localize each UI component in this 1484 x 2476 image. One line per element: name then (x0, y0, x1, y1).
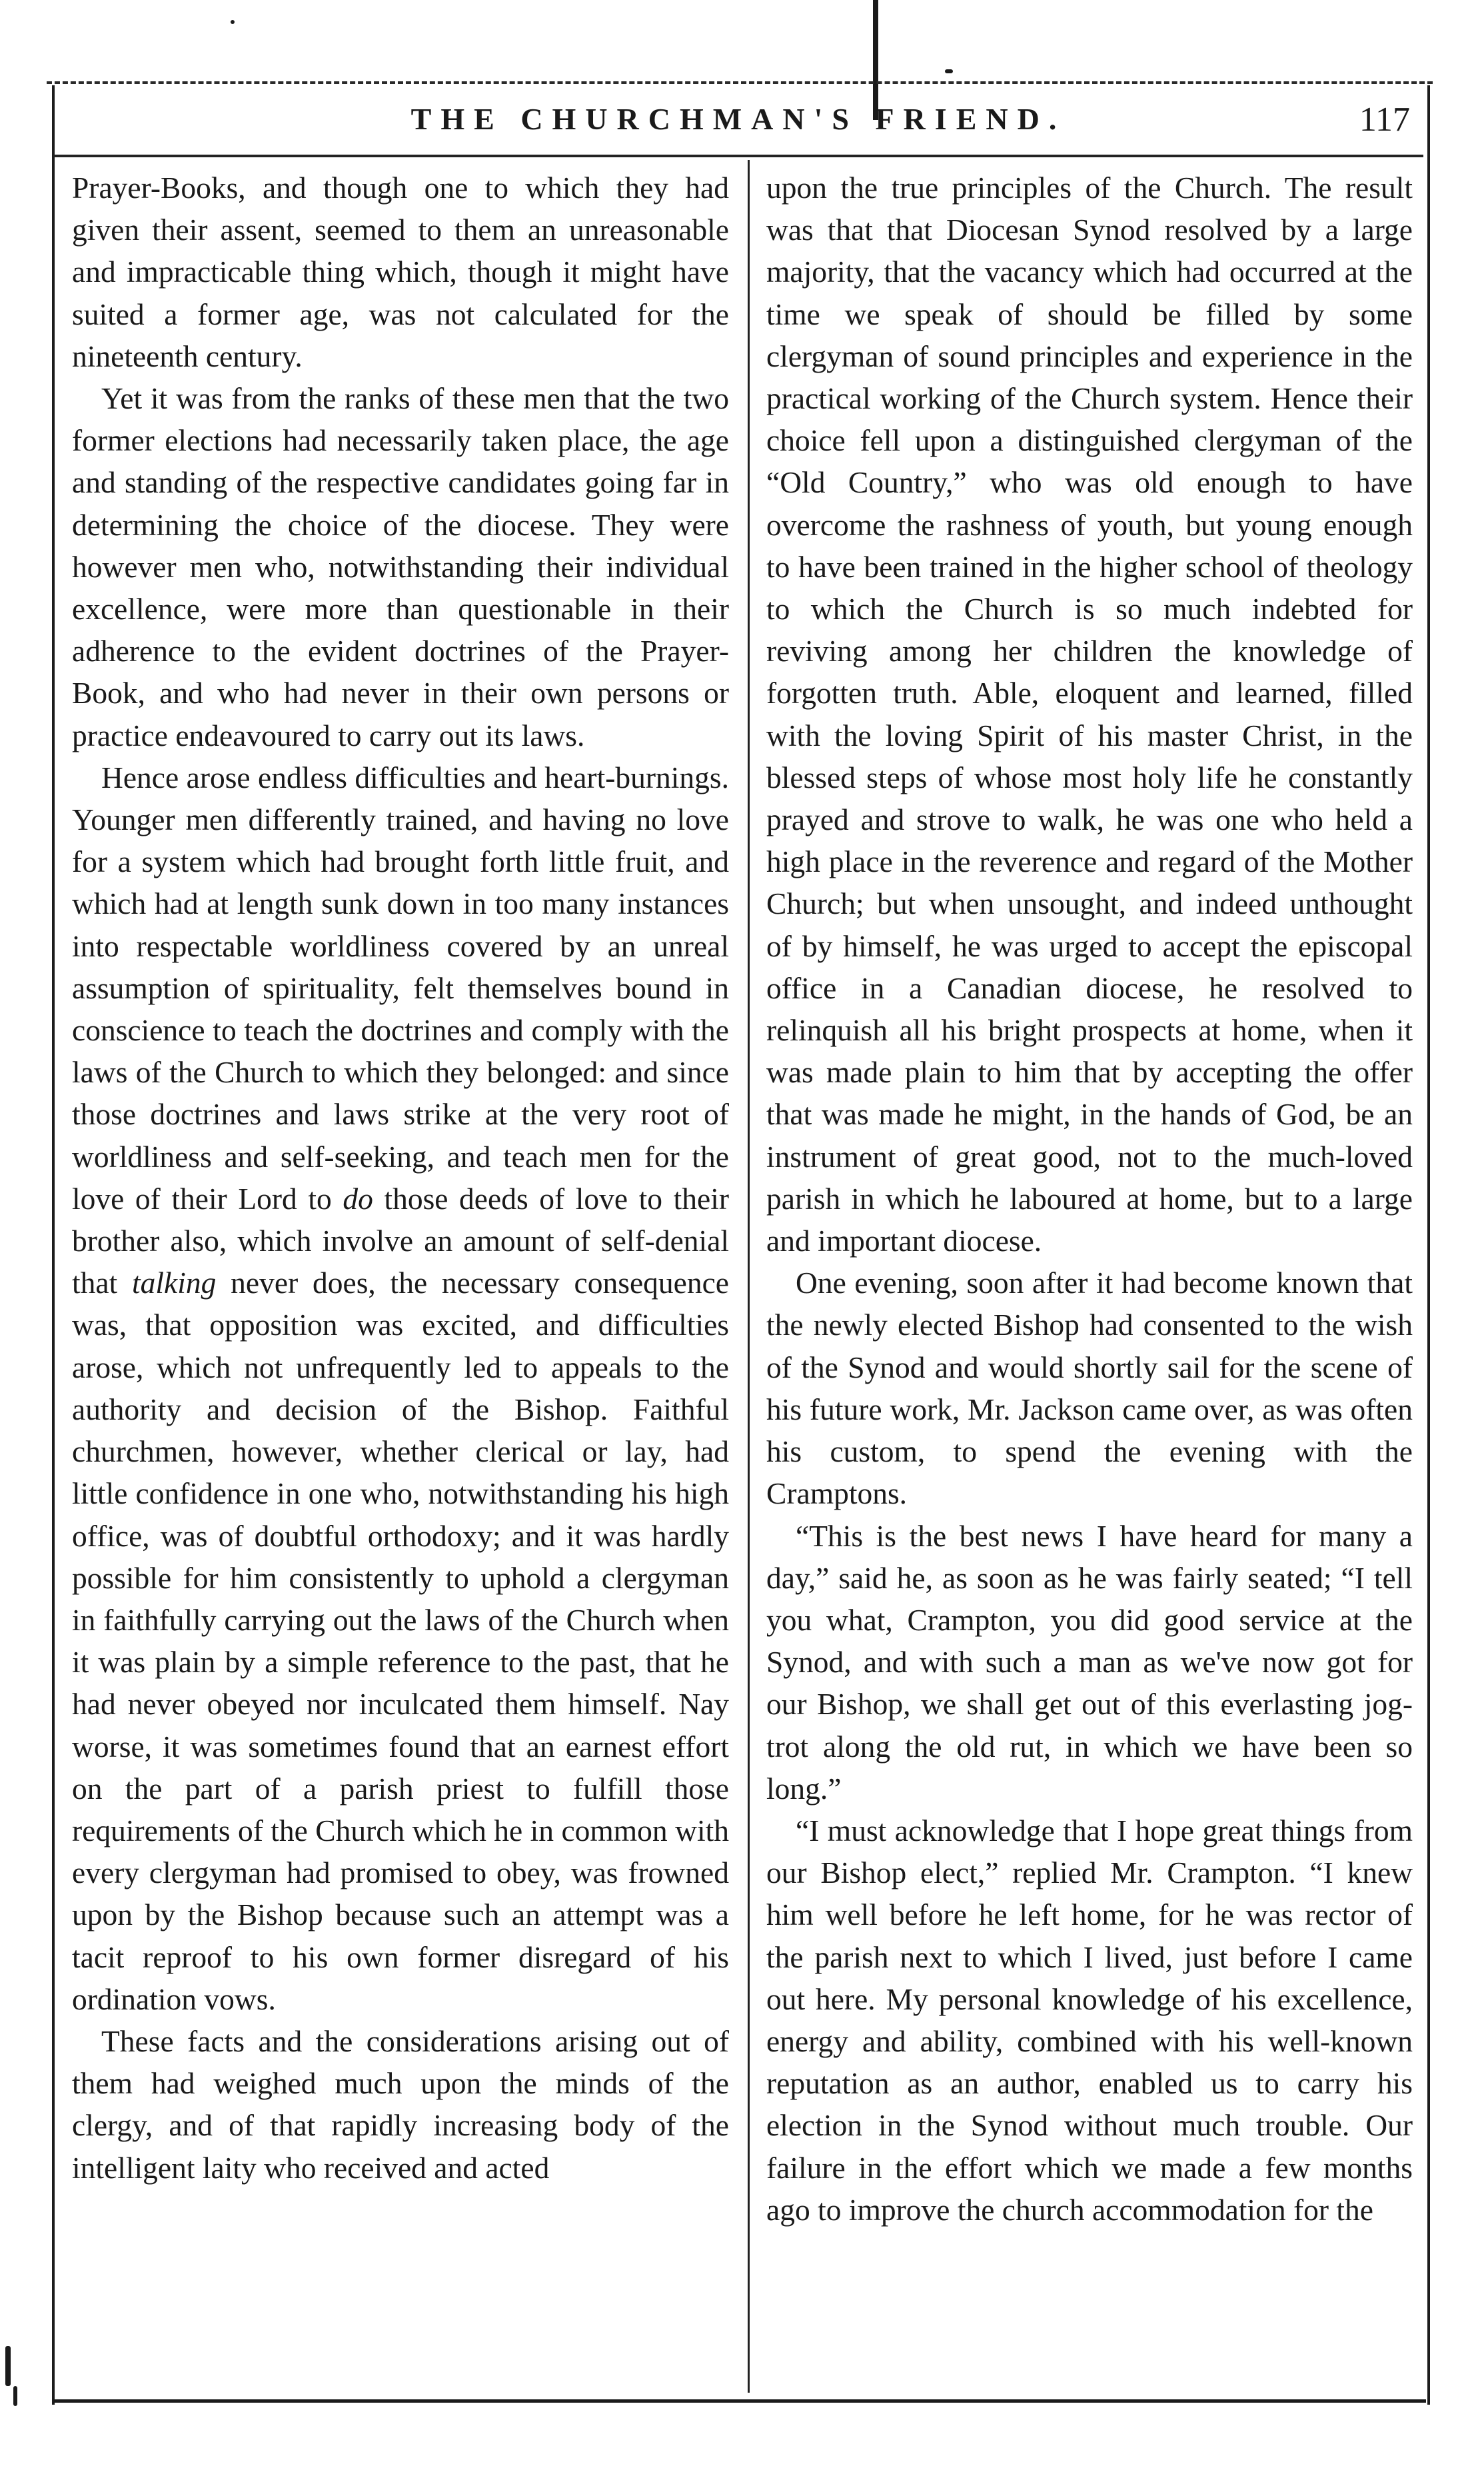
column-divider (748, 160, 750, 2393)
paragraph: One evening, soon after it had become known that the newly elected Bishop had consented to the wish of the Synod and would shortly sail for the scene of his future work, Mr. Jackson came over, as was often his custom, to spend the evening with the Cramptons. (766, 1266, 1413, 1511)
page-number: 117 (1359, 101, 1410, 139)
italic-emphasis: do (343, 1181, 373, 1216)
bottom-rule (53, 2399, 1426, 2403)
paragraph (72, 756, 729, 2020)
italic-emphasis: talking (132, 1266, 217, 1300)
ink-speck (5, 2346, 11, 2386)
paragraph-text: those deeds of love to their brother also, which involve an amount of self-denial that (72, 1181, 729, 1300)
paragraph-text: Hence arose endless difficulties and heart-burnings. Younger men differently trained, and having no love for a system which had brought forth little fruit, and which had at length sunk down in too many instances into respectable worldliness covered by an unreal assumption of spirituality, felt themselves bound in conscience to teach the doctrines and comply with the laws of the Church to which they belonged: and since those doctrines and laws strike at the very root of worldliness and self-seeking, and teach men for the love of their Lord to (72, 760, 729, 1216)
paragraph: “This is the best news I have heard for many a day,” said he, as soon as he was fairly seated; “I tell you what, Crampton, you did good service at the Synod, and with such a man as we've now got for our Bishop, we shall get out of this everlasting jog-trot along the old rut, in which we have been so long.” (766, 1518, 1413, 1806)
ink-speck (13, 2386, 17, 2406)
ink-speck (231, 20, 235, 24)
paragraph: Prayer-Books, and though one to which they had given their assent, seemed to them an unreasonable and impracticable thing which, though it might have suited a former age, was not calculated for the nineteenth century. (72, 171, 729, 373)
paragraph: “I must acknowledge that I hope great things from our Bishop elect,” replied Mr. Crampton. “I knew him well before he left home, for he was rector of the parish next to which I lived, just before I came out here. My personal knowledge of his excellence, energy and ability, combined with his well-known reputation as an author, enabled us to carry his election in the Synod without much trouble. Our failure in the effort which we made a few months ago to improve the church accommodation for the (766, 1813, 1413, 2227)
top-dashed-rule (47, 81, 1433, 84)
left-column (72, 167, 729, 2389)
paragraph: upon the true principles of the Church. The result was that that Diocesan Synod resolved by a large majority, that the vacancy which had occurred at the time we speak of should be filled by some clergyman of sound principles and experience in the practical working of the Church system. Hence their choice fell upon a distinguished clergyman of the “Old Country,” who was old enough to have overcome the rashness of youth, but young enough to have been trained in the higher school of theology to which the Church is so much indebted for reviving among her children the knowledge of forgotten truth. Able, eloquent and learned, filled with the loving Spirit of his master Christ, in the blessed steps of whose most holy life he constantly prayed and strove to walk, he was one who held a high place in the reverence and regard of the Mother Church; but when unsought, and indeed unthought of by himself, he was urged to accept the episcopal office in a Canadian diocese, he resolved to relinquish all his bright prospects at home, when it was made plain to him that by accepting the offer that was made he might, in the hands of God, be an instrument of great good, not to the much-loved parish in which he laboured at home, but to a large and important diocese. (766, 171, 1413, 1258)
header-rule (53, 155, 1423, 157)
paragraph-text: never does, the necessary consequence was, that opposition was excited, and difficulties arose, which not unfrequently led to appeals to the authority and decision of the Bishop. Faithful churchmen, however, whether clerical or lay, had little confidence in one who, notwithstanding his high office, was of doubtful orthodoxy; and it was hardly possible for him consistently to uphold a clergyman in faithfully carrying out the laws of the Church when it was plain by a simple reference to the past, that he had never obeyed nor inculcated them himself. Nay worse, it was sometimes found that an earnest effort on the part of a parish priest to fulfill those requirements of the Church which he in common with every clergyman had promised to obey, was frowned upon by the Bishop because such an attempt was a tacit reproof to his own former disregard of his ordination vows. (72, 1266, 729, 2016)
paragraph: Yet it was from the ranks of these men that the two former elections had necessarily taken place, the age and standing of the respective candidates going far in determining the choice of the diocese. They were however men who, notwithstanding their individual excellence, were more than questionable in their adherence to the evident doctrines of the Prayer-Book, and who had never in their own persons or practice endeavoured to carry out its laws. (72, 381, 729, 752)
ink-speck (945, 69, 953, 73)
running-title: THE CHURCHMAN'S FRIEND. (410, 102, 1066, 136)
running-header (53, 92, 1423, 152)
paragraph: These facts and the considerations arising out of them had weighed much upon the minds of the clergy, and of that rapidly increasing body of the intelligent laity who received and acted (72, 2023, 729, 2185)
right-column (766, 167, 1413, 2389)
